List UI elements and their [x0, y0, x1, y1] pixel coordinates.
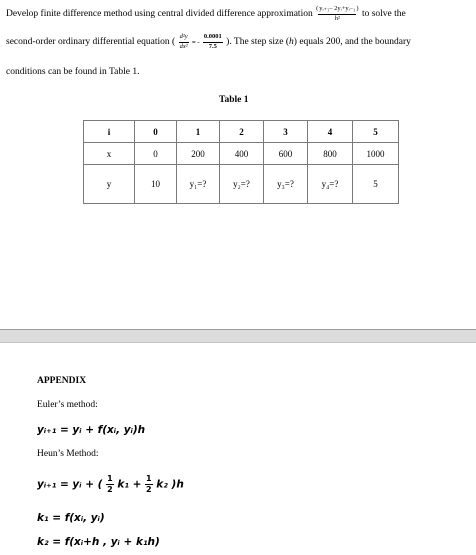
table-cell: y₄=? [308, 165, 353, 204]
table-row [84, 165, 399, 204]
deriv-numerator: d²y [179, 34, 189, 43]
k1-equation: k₁ = f(xᵢ, yᵢ) [37, 512, 105, 524]
table-cell: 5 [353, 121, 399, 143]
heun-k2: k₂ )h [156, 478, 184, 491]
table-cell: 3 [264, 121, 308, 143]
table-cell: 800 [308, 143, 353, 165]
second-derivative-fraction [179, 34, 189, 50]
table-cell: 400 [220, 143, 264, 165]
table-cell: 4 [308, 121, 353, 143]
equals-sign: = - [192, 39, 200, 47]
table-cell: 600 [264, 143, 308, 165]
table-cell: 5 [353, 165, 399, 204]
appendix-heading: APPENDIX [37, 376, 87, 386]
table-cell: y₂=? [220, 165, 264, 204]
table-cell: 10 [135, 165, 177, 204]
intro-text-1-end: to solve the [361, 9, 406, 20]
row-label: i [84, 121, 135, 143]
step-symbol: h [289, 37, 294, 48]
half-fraction-1 [106, 475, 114, 494]
page-break-divider [0, 330, 476, 342]
half-denominator: 2 [146, 485, 152, 494]
table-cell: 200 [177, 143, 220, 165]
table-cell: y₁=? [177, 165, 220, 204]
k2-equation: k₂ = f(xᵢ+h , yᵢ + k₁h) [37, 536, 160, 548]
table-row [84, 143, 399, 165]
table-row [84, 121, 399, 143]
table-title: Table 1 [219, 95, 249, 105]
half-numerator: 1 [107, 474, 113, 483]
table-cell: y₃=? [264, 165, 308, 204]
coefficient-fraction [203, 34, 223, 50]
table-cell: 1000 [353, 143, 399, 165]
deriv-denominator: dx² [179, 42, 188, 50]
heun-k1: k₁ + [117, 478, 142, 491]
intro-text-2b: ). The step size ( [226, 37, 290, 48]
euler-label: Euler’s method: [37, 400, 98, 410]
half-denominator: 2 [107, 485, 113, 494]
table-cell: 1 [177, 121, 220, 143]
table-cell: 0 [135, 143, 177, 165]
boundary-table [83, 120, 399, 204]
heun-lhs: yᵢ₊₁ = yᵢ + ( [37, 478, 103, 491]
row-label: y [84, 165, 135, 204]
intro-text-2a: second-order ordinary differential equation ( [6, 37, 176, 48]
page-break-bottom [0, 342, 476, 343]
intro-text-1: Develop finite difference method using central divided difference approximation [6, 9, 313, 20]
half-fraction-2 [145, 475, 153, 494]
half-numerator: 1 [146, 474, 152, 483]
intro-line-3: conditions can be found in Table 1. [6, 67, 140, 77]
coef-numerator: 0.0001 [203, 34, 223, 43]
row-label: x [84, 143, 135, 165]
heun-equation [37, 475, 184, 494]
table-cell: 0 [135, 121, 177, 143]
approx-denominator: h² [334, 14, 340, 22]
intro-text-2c: ) equals 200, and the boundary [293, 37, 411, 48]
coef-denominator: 7.5 [208, 42, 217, 50]
intro-line-1 [6, 6, 406, 22]
approx-numerator: yᵢ₊₁– 2yᵢ+yᵢ₋₁ [318, 6, 356, 15]
intro-line-2 [6, 34, 411, 50]
euler-equation: yᵢ₊₁ = yᵢ + f(xᵢ, yᵢ)h [37, 424, 146, 436]
heun-label: Heun’s Method: [37, 449, 99, 459]
central-difference-fraction: (yᵢ₊₁– 2yᵢ+yᵢ₋₁) h² [316, 5, 359, 22]
table-cell: 2 [220, 121, 264, 143]
